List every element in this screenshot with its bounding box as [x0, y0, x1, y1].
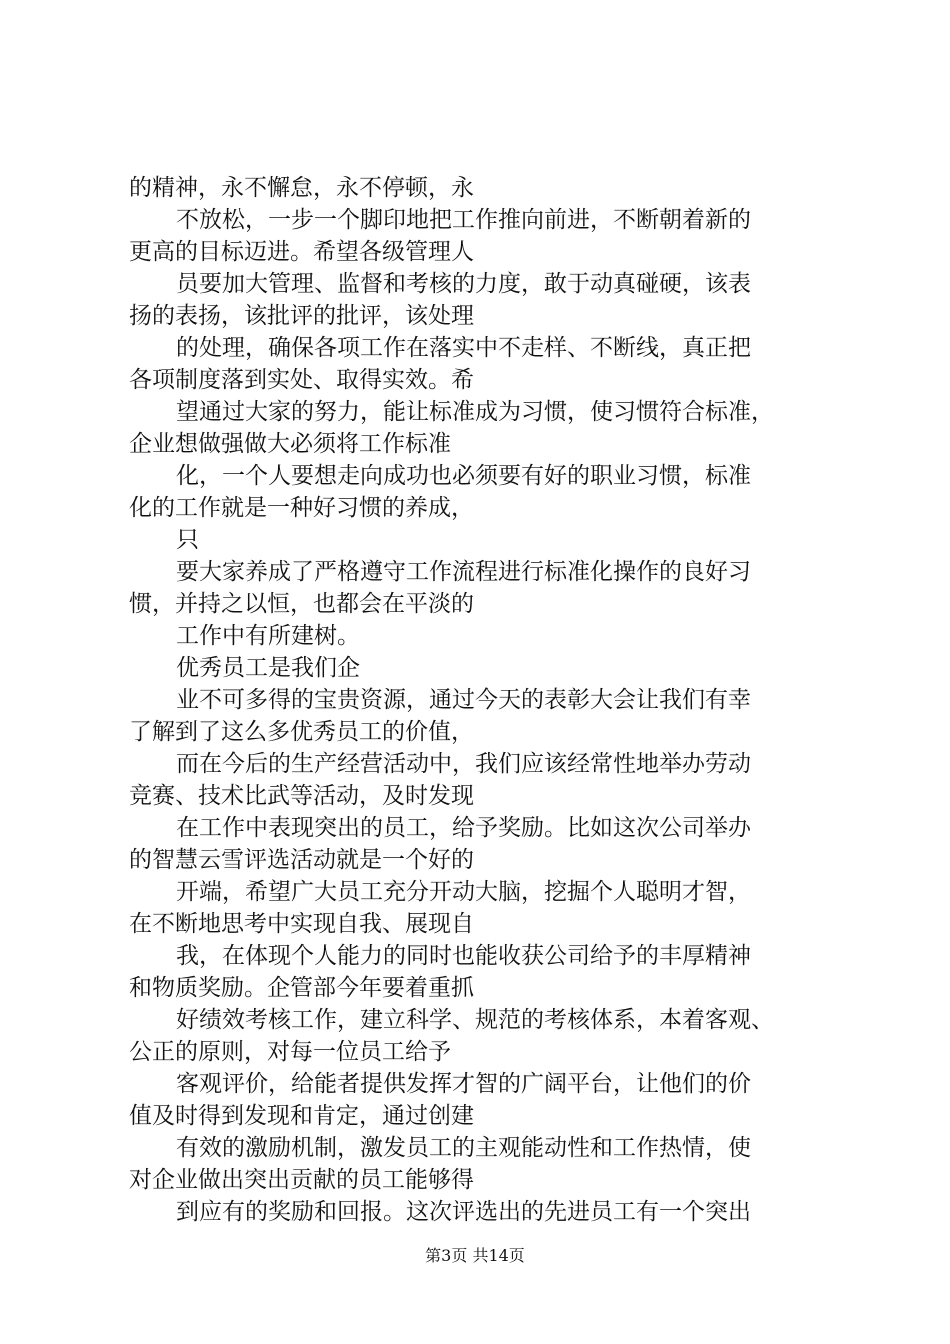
text-line: 企业想做强做大必须将工作标准 — [129, 431, 451, 457]
text-line: 化的工作就是一种好习惯的养成， — [129, 495, 474, 521]
text-line: 业不可多得的宝贵资源，通过今天的表彰大会让我们有幸 — [176, 687, 751, 713]
text-line: 公正的原则，对每一位员工给予 — [129, 1039, 451, 1065]
text-line: 扬的表扬，该批评的批评，该处理 — [129, 303, 474, 329]
text-line: 到应有的奖励和回报。这次评选出的先进员工有一个突出 — [176, 1199, 751, 1225]
text-line: 更高的目标迈进。希望各级管理人 — [129, 239, 474, 265]
text-line: 工作中有所建树。 — [176, 623, 360, 649]
document-body — [129, 172, 839, 1228]
text-line: 在工作中表现突出的员工，给予奖励。比如这次公司举办 — [176, 815, 751, 841]
text-line: 我，在体现个人能力的同时也能收获公司给予的丰厚精神 — [176, 943, 751, 969]
text-line: 好绩效考核工作，建立科学、规范的考核体系，本着客观、 — [176, 1007, 774, 1033]
text-line: 有效的激励机制，激发员工的主观能动性和工作热情，使 — [176, 1135, 751, 1161]
text-line: 在不断地思考中实现自我、展现自 — [129, 911, 474, 937]
text-line: 竞赛、技术比武等活动，及时发现 — [129, 783, 474, 809]
text-line: 值及时得到发现和肯定，通过创建 — [129, 1103, 474, 1129]
page-footer: 第3页 共14页 — [425, 1246, 525, 1265]
text-line: 要大家养成了严格遵守工作流程进行标准化操作的良好习 — [176, 559, 751, 585]
text-line: 的精神，永不懈怠，永不停顿，永 — [129, 175, 474, 201]
text-line: 而在今后的生产经营活动中，我们应该经常性地举办劳动 — [176, 751, 751, 777]
text-line: 和物质奖励。企管部今年要着重抓 — [129, 975, 474, 1001]
text-line: 对企业做出突出贡献的员工能够得 — [129, 1167, 474, 1193]
text-line: 开端，希望广大员工充分开动大脑，挖掘个人聪明才智， — [176, 879, 751, 905]
text-line: 员要加大管理、监督和考核的力度，敢于动真碰硬，该表 — [176, 271, 751, 297]
text-line: 各项制度落到实处、取得实效。希 — [129, 367, 474, 393]
text-line: 了解到了这么多优秀员工的价值， — [129, 719, 474, 745]
text-line: 只 — [176, 527, 199, 553]
text-line: 不放松，一步一个脚印地把工作推向前进，不断朝着新的 — [176, 207, 751, 233]
text-line: 望通过大家的努力，能让标准成为习惯，使习惯符合标准， — [176, 399, 774, 425]
text-line: 惯，并持之以恒，也都会在平淡的 — [129, 591, 474, 617]
text-line: 客观评价，给能者提供发挥才智的广阔平台，让他们的价 — [176, 1071, 751, 1097]
text-line: 的智慧云雪评选活动就是一个好的 — [129, 847, 474, 873]
text-line: 化，一个人要想走向成功也必须要有好的职业习惯，标准 — [176, 463, 751, 489]
text-line: 的处理，确保各项工作在落实中不走样、不断线，真正把 — [176, 335, 751, 361]
text-line: 优秀员工是我们企 — [176, 655, 360, 681]
